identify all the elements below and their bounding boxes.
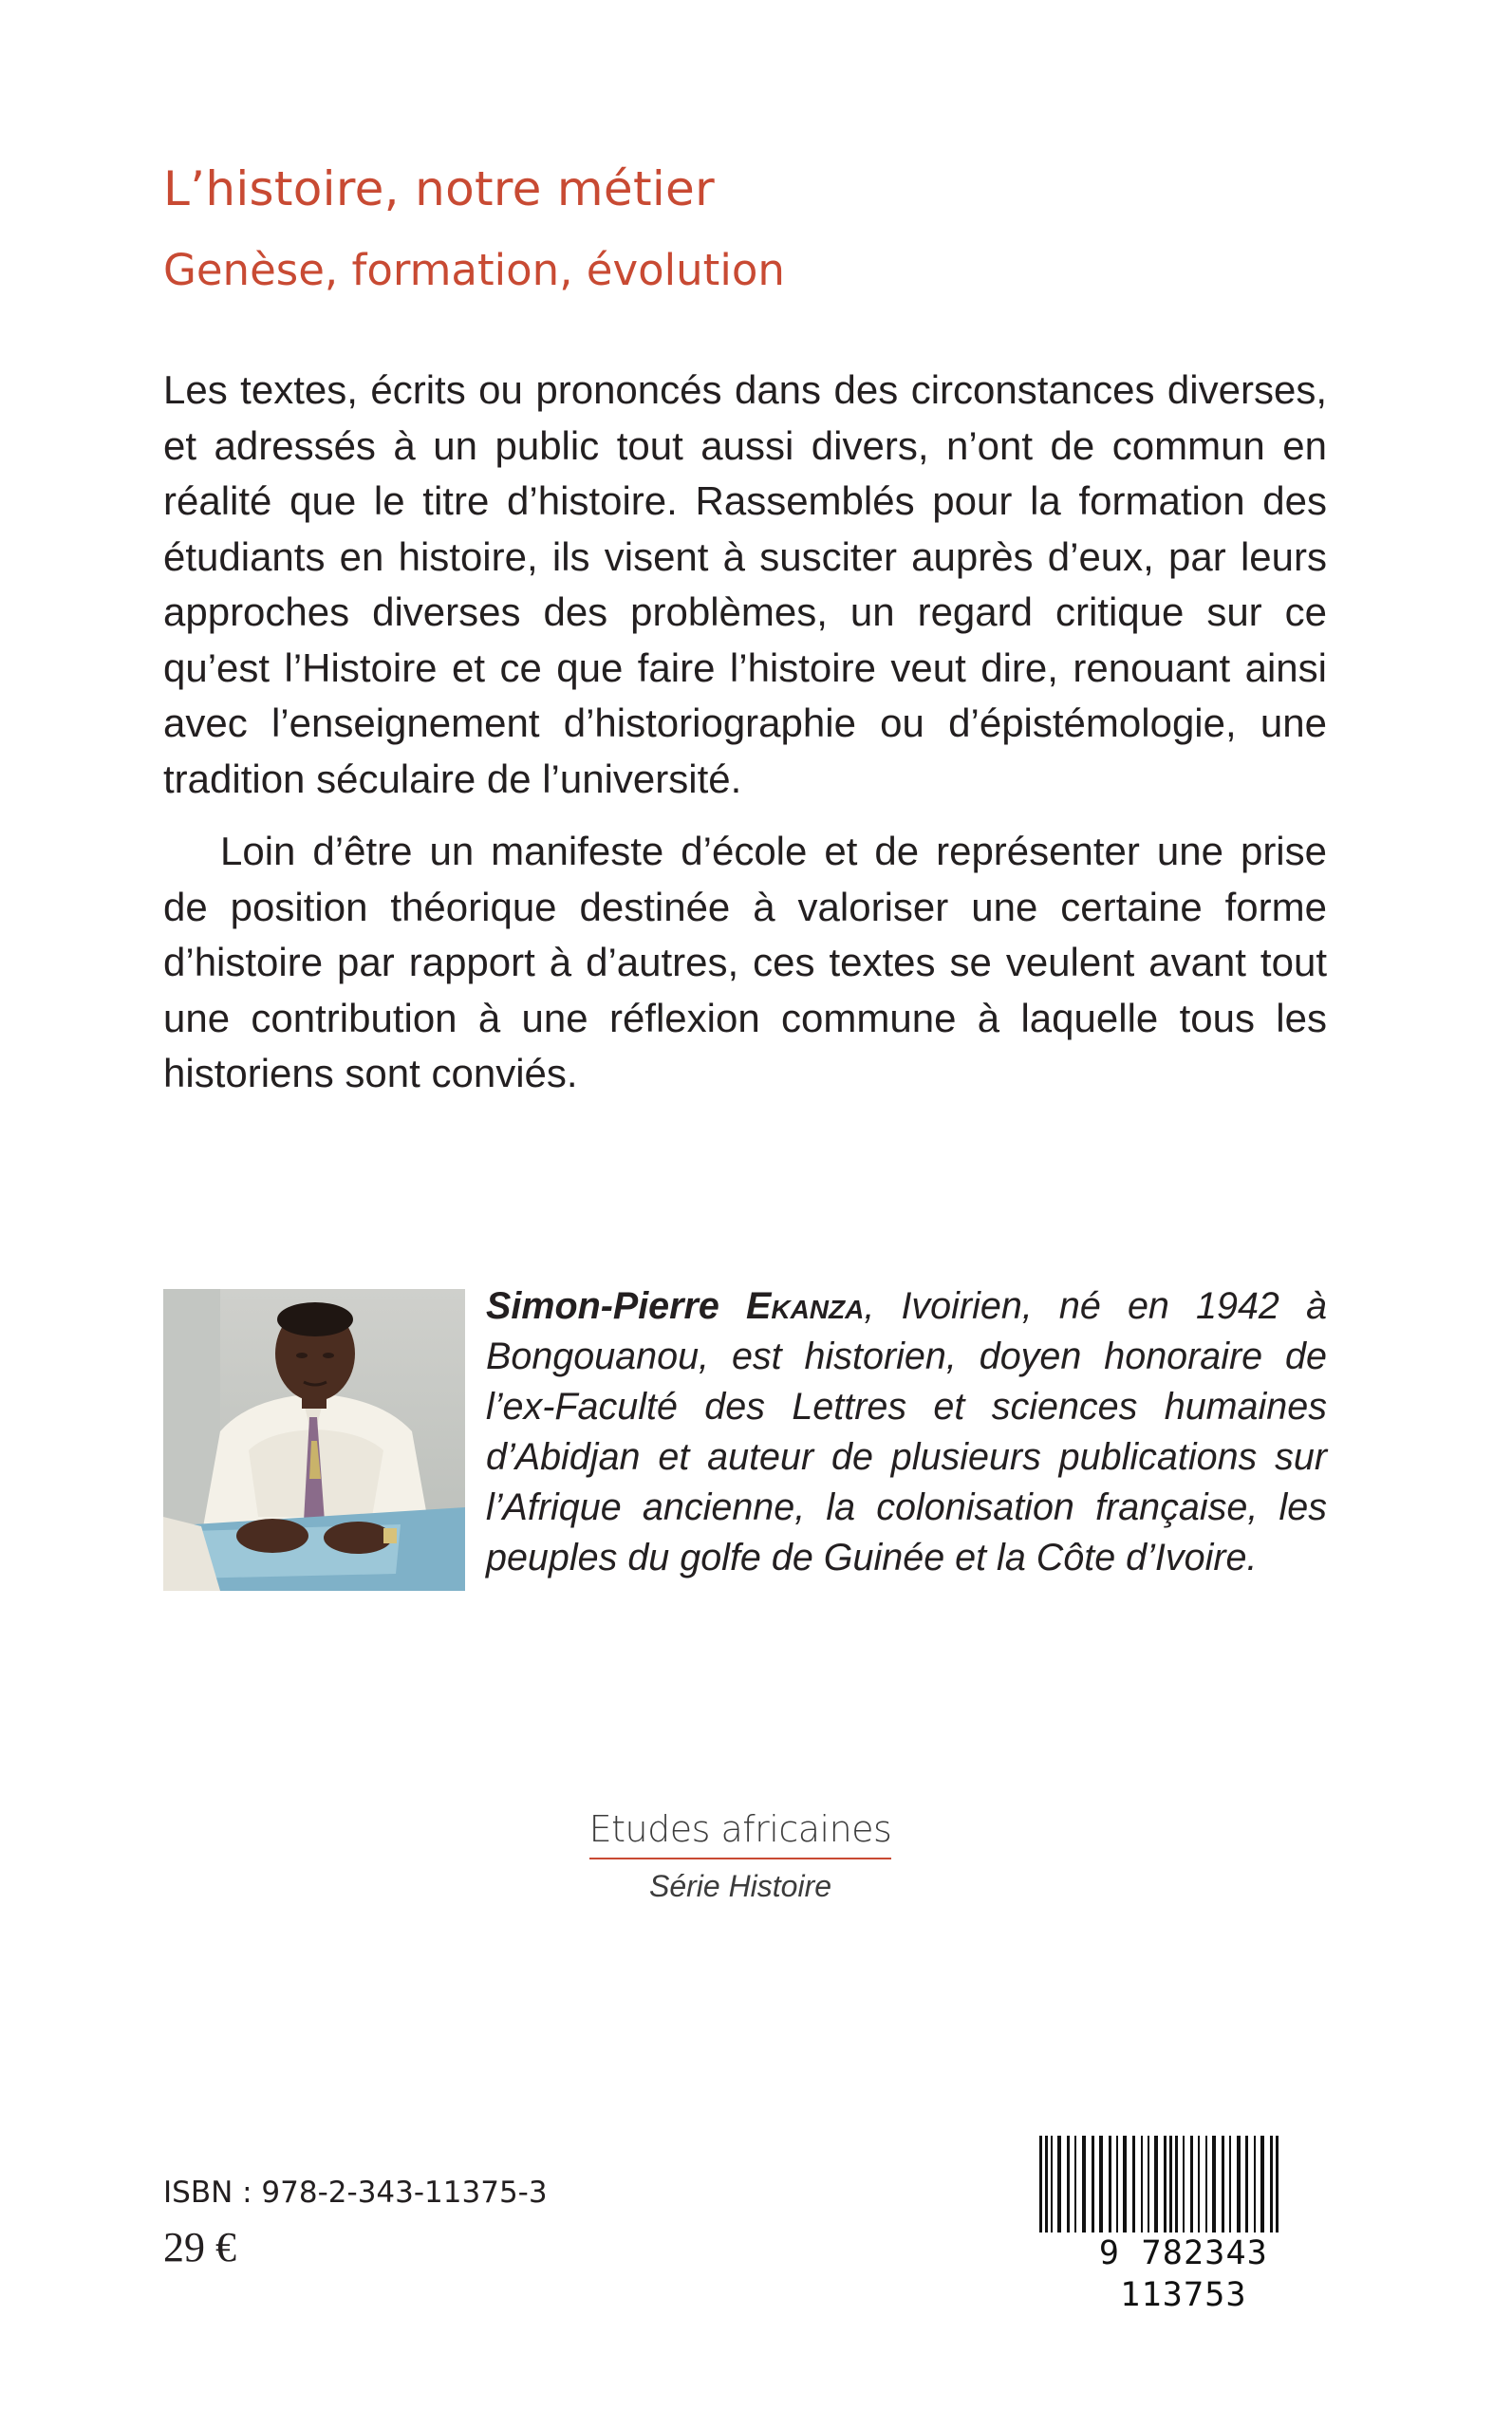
barcode-bar xyxy=(1109,2136,1111,2235)
blurb-paragraph-1: Les textes, écrits ou prononcés dans des circonstances diverses, et adressés à un public tout aussi divers, n’ont de commun en réalité que le titre d’histoire. Rassemblés pour la formation des étudiants en histoire, ils visent à susciter auprès d’eux, par leurs approches diverses des problèmes, un regard critique sur ce qu’est l’Histoire et ce que faire l’histoire veut dire, renouant ainsi avec l’enseignement d’historiographie ou d’épistémologie, une tradition séculaire de l’université. xyxy=(163,367,1327,801)
author-bio xyxy=(486,1281,1327,1583)
barcode-digits: 9 782343 113753 xyxy=(1036,2233,1332,2316)
barcode-bar xyxy=(1205,2136,1207,2235)
barcode-bar xyxy=(1057,2136,1061,2235)
blurb-paragraph-2: Loin d’être un manifeste d’école et de représenter une prise de position théorique destinée à valoriser une certaine forme d’histoire par rapport à d’autres, ces textes se veulent avant tout une contribution à une réflexion commune à laquelle tous les historiens sont conviés. xyxy=(163,829,1327,1095)
price: 29 € xyxy=(163,2224,236,2270)
author-portrait-photo-icon xyxy=(163,1289,465,1591)
barcode-bar xyxy=(1183,2136,1185,2235)
barcode-bar xyxy=(1237,2136,1241,2235)
series-name: Etudes africaines xyxy=(588,1808,892,1850)
barcode-bar xyxy=(1082,2136,1086,2235)
barcode-bar xyxy=(1116,2136,1118,2235)
barcode-bar xyxy=(1198,2136,1200,2235)
author-photo xyxy=(163,1289,465,1591)
series-subseries: Série Histoire xyxy=(648,1869,832,1903)
barcode-bar xyxy=(1229,2136,1231,2235)
barcode-bar xyxy=(1141,2136,1143,2235)
barcode-bar xyxy=(1154,2136,1158,2235)
book-title: L’histoire, notre métier xyxy=(163,161,715,216)
barcode-bar xyxy=(1190,2136,1193,2235)
back-cover-blurb xyxy=(163,363,1327,1102)
barcode-bar xyxy=(1132,2136,1135,2235)
barcode-bar xyxy=(1051,2136,1053,2235)
barcode-bar xyxy=(1074,2136,1076,2235)
barcode-bar xyxy=(1212,2136,1216,2235)
barcode-bar xyxy=(1123,2136,1127,2235)
barcode-bar xyxy=(1222,2136,1224,2235)
isbn: ISBN : 978-2-343-11375-3 xyxy=(163,2176,548,2210)
barcode-bar xyxy=(1175,2136,1178,2235)
author-first-name: Simon-Pierre xyxy=(486,1285,719,1327)
barcode-bar xyxy=(1099,2136,1103,2235)
barcode-bar xyxy=(1148,2136,1149,2235)
barcode-bar xyxy=(1092,2136,1094,2235)
book-subtitle: Genèse, formation, évolution xyxy=(163,245,785,295)
barcode-bar xyxy=(1254,2136,1256,2235)
series-block xyxy=(532,1808,949,1904)
series-divider xyxy=(589,1858,891,1859)
barcode-bar xyxy=(1067,2136,1070,2235)
author-bio-text: , Ivoirien, né en 1942 à Bongouanou, est historien, doyen honoraire de l’ex-Faculté des Lettres et sciences humaines d’Abidjan et auteur de plusieurs publications sur l’Afrique ancienne, la colonisation française, les peuples du golfe de Guinée et la Côte d’Ivoire. xyxy=(486,1285,1327,1579)
barcode-bar xyxy=(1245,2136,1248,2235)
barcode-bar xyxy=(1260,2136,1264,2235)
author-last-name: Ekanza xyxy=(746,1285,865,1327)
